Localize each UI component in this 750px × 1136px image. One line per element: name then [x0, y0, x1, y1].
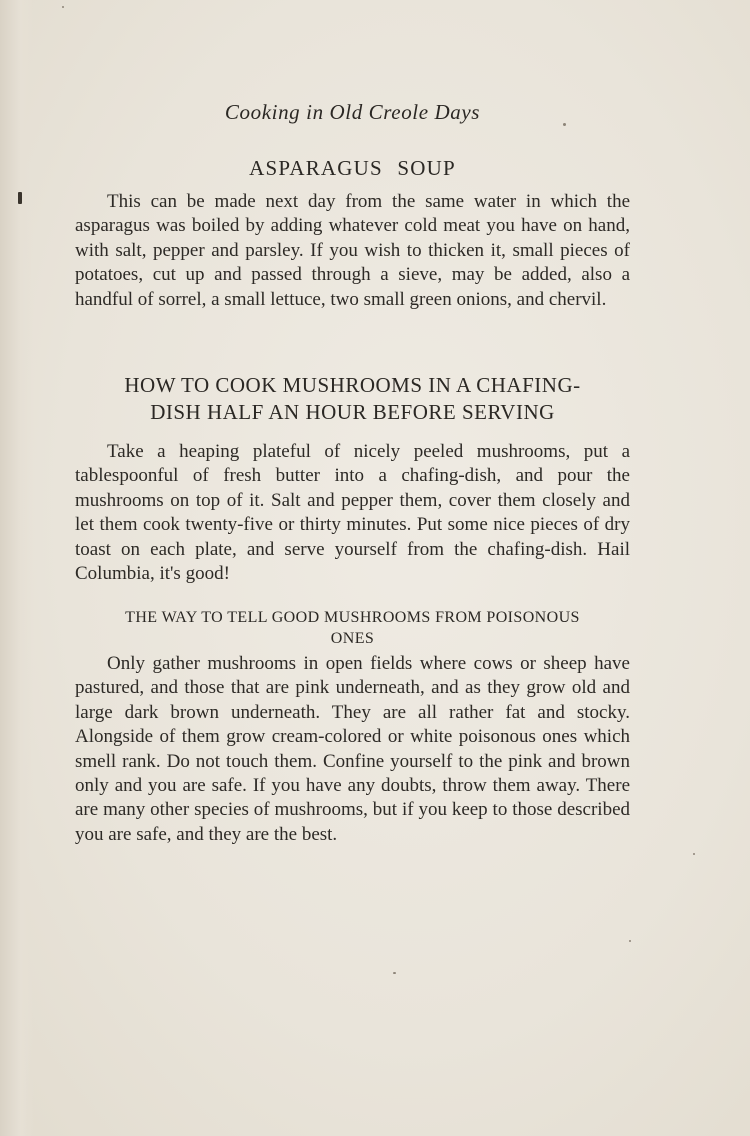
- section-body-asparagus-soup: This can be made next day from the same water in which the asparagus was boiled by adding whatever cold meat you have on hand, with salt, pepper and parsley. If you wish to thicken it, small pieces of potatoes, cut up and passed through a sieve, may be added, also a handful of sorrel, a small lettuce, two small green onions, and chervil.: [75, 191, 630, 310]
- section-title-line: ONES: [330, 630, 375, 647]
- section-title-line: ASPARAGUS SOUP: [249, 156, 456, 180]
- ink-speck: [18, 192, 22, 204]
- section-title-line: HOW TO COOK MUSHROOMS IN A CHAFING-: [124, 373, 581, 397]
- ink-speck: [393, 972, 396, 974]
- ink-speck: [62, 6, 64, 8]
- section-title-line: DISH HALF AN HOUR BEFORE SERVING: [150, 400, 555, 424]
- section-title-cook-mushrooms: [75, 372, 630, 426]
- ink-speck: [629, 940, 631, 942]
- running-head: Cooking in Old Creole Days: [224, 100, 481, 124]
- section-body-poisonous-mushrooms: Only gather mushrooms in open fields where cows or sheep have pastured, and those that are pink underneath, and as they grow old and large dark brown underneath. They are all rather fat and stocky. Alongside of them grow cream-colored or white poisonous ones which smell rank. Do not touch them. Confine yourself to the pink and brown only and you are safe. If you have any doubts, throw them away. There are many other species of mushrooms, but if you keep to those described you are safe, and they are the best.: [75, 653, 630, 845]
- page-gutter-shadow: [0, 0, 34, 1136]
- ink-speck: [693, 853, 695, 855]
- section-title-poisonous-mushrooms: [75, 607, 630, 649]
- section-title-line: THE WAY TO TELL GOOD MUSHROOMS FROM POISONOUS: [125, 609, 580, 626]
- section-title-asparagus-soup: [75, 156, 630, 181]
- section-body-cook-mushrooms: Take a heaping plateful of nicely peeled mushrooms, put a tablespoonful of fresh butter into a chafing-dish, and pour the mushrooms on top of it. Salt and pepper them, cover them closely and let them cook twenty-five or thirty minutes. Put some nice pieces of dry toast on each plate, and serve yourself from the chafing-dish. Hail Columbia, it's good!: [75, 441, 630, 585]
